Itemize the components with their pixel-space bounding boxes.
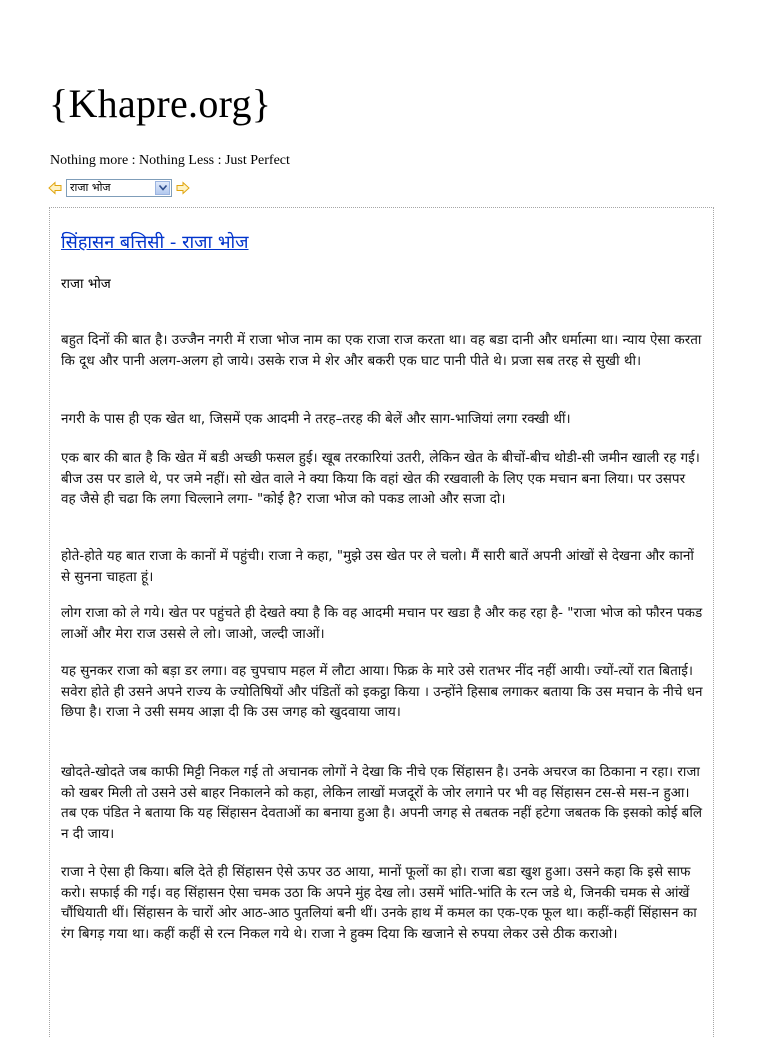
right-arrow-icon[interactable] — [176, 181, 190, 195]
post-paragraph: होते-होते यह बात राजा के कानों में पहुंची। राजा ने कहा, "मुझे उस खेत पर ले चलो। मैं सारी बातें अपनी आंखों से देखना और कानों से सुनना चाहता हूं। — [61, 548, 694, 585]
site-tagline: Nothing more : Nothing Less : Just Perfect — [50, 153, 290, 168]
site-title[interactable]: {Khapre.org} — [49, 81, 272, 126]
left-arrow-icon[interactable] — [48, 181, 62, 195]
post-paragraph: राजा ने ऐसा ही किया। बलि देते ही सिंहासन ऐसे ऊपर उठ आया, मानों फूलों का हो। राजा बडा खुश हुआ। उसने कहा कि इसे साफ करो। सफाई की गई। वह सिंहासन ऐसा चमक उठा कि अपने मुंह देख लो। उसमें भांति-भांति के रत्न जडे थे, जिनकी चमक से आंखें चौंधियाती थीं। सिंहासन के चारों ओर आठ-आठ पुतलियां बनी थीं। उनके हाथ में कमल का एक-एक फूल था। कहीं-कहीं सिंहासन का रंग बिगड़ गया था। कहीं कहीं से रत्न निकल गये थे। राजा ने हुक्म दिया कि खजाने से रुपया लेकर उसे ठीक कराओ। — [61, 864, 697, 943]
post-select[interactable] — [66, 179, 172, 197]
post-paragraph: खोदते-खोदते जब काफी मिट्टी निकल गई तो अचानक लोगों ने देखा कि नीचे एक सिंहासन है। उनके अचरज का ठिकाना न रहा। राजा को खबर मिली तो उसने उसे बाहर निकालने को कहा, लेकिन लाखों मजदूरों के जोर लगाने पर भी वह सिंहासन टस-से मस-न हुआ। तब एक पंडित ने बताया कि यह सिंहासन देवताओं का बनाया हुआ है। अपनी जगह से तबतक नहीं हटेगा जबतक कि इसको कोई बलि न दी जाय। — [61, 764, 703, 843]
post-paragraph: बहुत दिनों की बात है। उज्जैन नगरी में राजा भोज नाम का एक राजा राज करता था। वह बडा दानी और धर्मात्मा था। न्याय ऐसा करता कि दूध और पानी अलग-अलग हो जाये। उसके राज मे शेर और बकरी एक घाट पानी पीते थे। प्रजा सब तरह से सुखी थी। — [61, 332, 702, 369]
chevron-down-icon[interactable] — [155, 181, 170, 195]
post-paragraph: नगरी के पास ही एक खेत था, जिसमें एक आदमी ने तरह–तरह की बेलें और साग-भाजियां लगा रक्खी थीं। — [61, 411, 571, 427]
post-title-link[interactable]: सिंहासन बत्तिसी - राजा भोज — [61, 232, 249, 253]
post-navigation — [48, 177, 190, 199]
post-paragraph: लोग राजा को ले गये। खेत पर पहुंचते ही देखते क्या है कि वह आदमी मचान पर खडा है और कह रहा है- "राजा भोज को फौरन पकड लाओं और मेरा राज उससे ले लो। जाओ, जल्दी जाओं। — [61, 605, 703, 642]
post-subtitle: राजा भोज — [61, 276, 111, 292]
post-paragraph: यह सुनकर राजा को बड़ा डर लगा। वह चुपचाप महल में लौटा आया। फिक्र के मारे उसे रातभर नींद नहीं आयी। ज्यों-त्यों रात बिताई। सवेरा होते ही उसने अपने राज्य के ज्योतिषियों और पंडितों को इकट्ठा किया । उन्होंने हिसाब लगाकर बताया कि उस मचान के नीचे धन छिपा है। राजा ने उसी समय आज्ञा दी कि उस जगह को खुदवाया जाय। — [61, 663, 703, 721]
post-paragraph: एक बार की बात है कि खेत में बडी अच्छी फसल हुई। खूब तरकारियां उतरी, लेकिन खेत के बीचों-बीच थोडी-सी जमीन खाली रह गई। बीज उस पर डाले थे, पर जमे नहीं। सो खेत वाले ने क्या किया कि वहां खेत की रखवाली के लिए एक मचान बना लिया। पर उसपर वह जैसे ही चढा कि लगा चिल्लाने लगा- "कोई है? राजा भोज को पकड लाओ और सजा दो। — [61, 450, 700, 508]
post-select-value: राजा भोज — [70, 181, 111, 194]
